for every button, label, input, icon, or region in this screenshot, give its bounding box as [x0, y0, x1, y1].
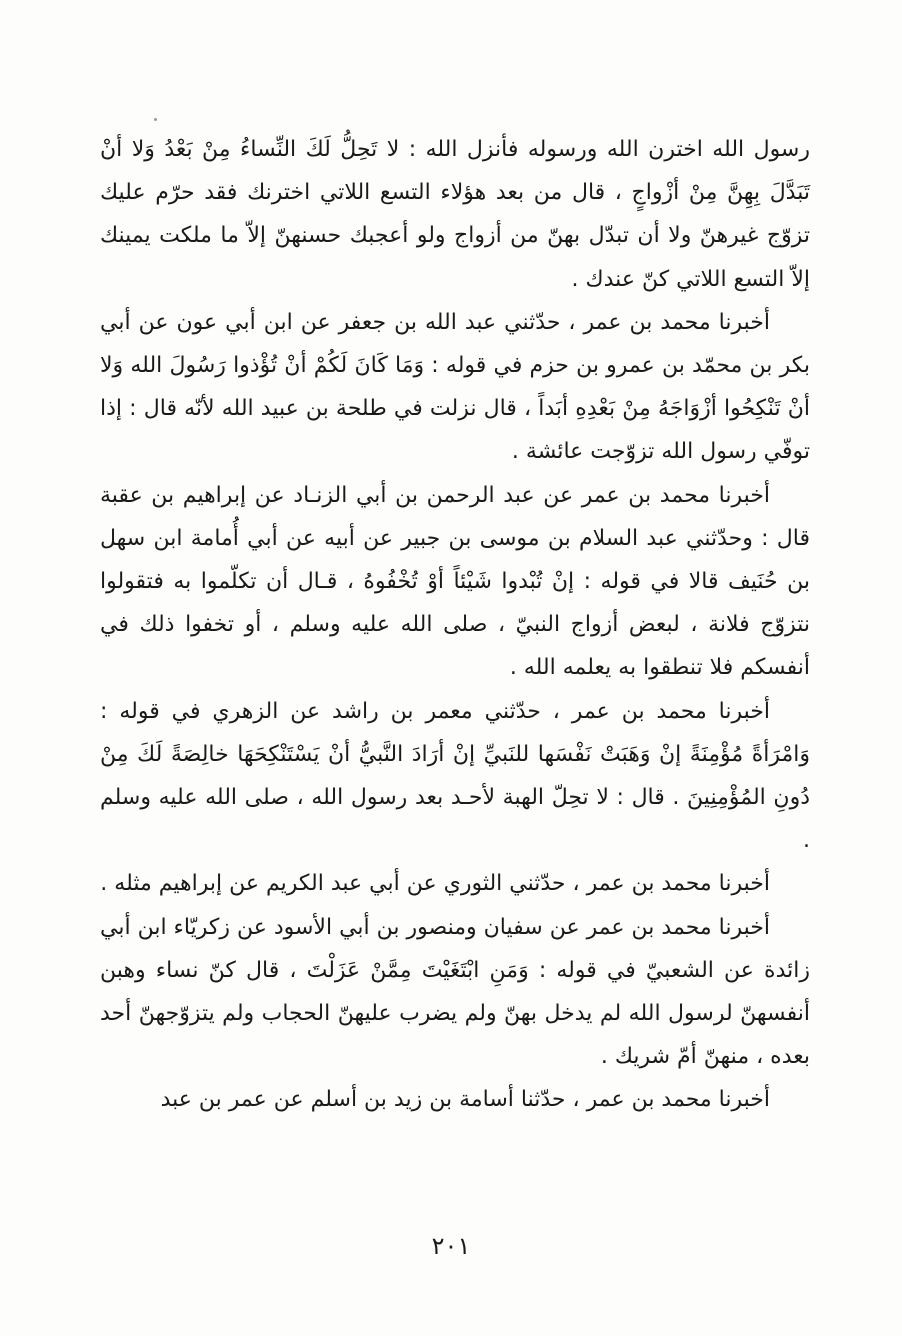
paragraph-4: أخبرنا محمد بن عمر ، حدّثني معمر بن راشد عن الزهري في قوله : وَامْرَأةً مُؤْمِنَةً إنْ وَهَبَتْ نَفْسَها للنَبيِّ إنْ أرَادَ النَّبيُّ أنْ يَسْتَنْكِحَهَا خالِصَةً لَكَ مِنْ دُونِ المُؤْمِنِينَ . قال : لا تحِلّ الهبة لأحـد بعد رسول الله ، صلى الله عليه وسلم . [100, 698, 810, 854]
page-number: ٢٠١ [431, 1232, 471, 1260]
body-text [100, 128, 810, 1122]
paragraph-1: رسول الله اخترن الله ورسوله فأنزل الله : لا تَحِلُّ لَكَ النِّساءُ مِنْ بَعْدُ وَلا أنْ تَبَدَّلَ بِهِنَّ مِنْ أزْواجٍ ، قال من بعد هؤلاء التسع اللاتي اخترنك فقد حرّم عليك تزوّج غيرهنّ ولا أن تبدّل بهنّ من أزواج ولو أعجبك حسنهنّ إلاّ ما ملكت يمينك إلاّ التسع اللاتي كنّ عندك . [100, 137, 810, 292]
scan-speck [154, 118, 157, 121]
paragraph-3: أخبرنا محمد بن عمر عن عبد الرحمن بن أبي الزنـاد عن إبراهيم بن عقبة قال : وحدّثني عبد السلام بن موسى بن جبير عن أبيه عن أبي أُمامة ابن سهل بن حُنَيف قالا في قوله : إنْ تُبْدوا شَيْئاً أوْ تُخْفُوهُ ، قـال أن تكلّموا به فتقولوا نتزوّج فلانة ، لبعض أزواج النبيّ ، صلى الله عليه وسلم ، أو تخفوا ذلك في أنفسكم فلا تنطقوا به يعلمه الله . [100, 482, 810, 681]
paragraph-2: أخبرنا محمد بن عمر ، حدّثني عبد الله بن جعفر عن ابن أبي عون عن أبي بكر بن محمّد بن عمرو بن حزم في قوله : وَمَا كَانَ لَكُمْ أنْ تُؤْذوا رَسُولَ الله وَلا أنْ تَنْكِحُوا أزْوَاجَهُ مِنْ بَعْدِهِ أبَداً ، قال نزلت في طلحة بن عبيد الله لأنّه قال : إذا توفّي رسول الله تزوّجت عائشة . [100, 309, 810, 465]
paragraph-6: أخبرنا محمد بن عمر عن سفيان ومنصور بن أبي الأسود عن زكريّاء ابن أبي زائدة عن الشعبيّ في قوله : وَمَنِ ابْتَغَيْتَ مِمَّنْ عَزَلْتَ ، قال كنّ نساء وهبن أنفسهنّ لرسول الله لم يدخل بهنّ ولم يضرب عليهنّ الحجاب ولم يتزوّجهنّ أحد بعده ، منهنّ أمّ شريك . [100, 914, 810, 1070]
paragraph-5: أخبرنا محمد بن عمر ، حدّثني الثوري عن أبي عبد الكريم عن إبراهيم مثله . [100, 871, 770, 897]
paragraph-7: أخبرنا محمد بن عمر ، حدّثنا أسامة بن زيد بن أسلم عن عمر بن عبد [160, 1087, 770, 1113]
